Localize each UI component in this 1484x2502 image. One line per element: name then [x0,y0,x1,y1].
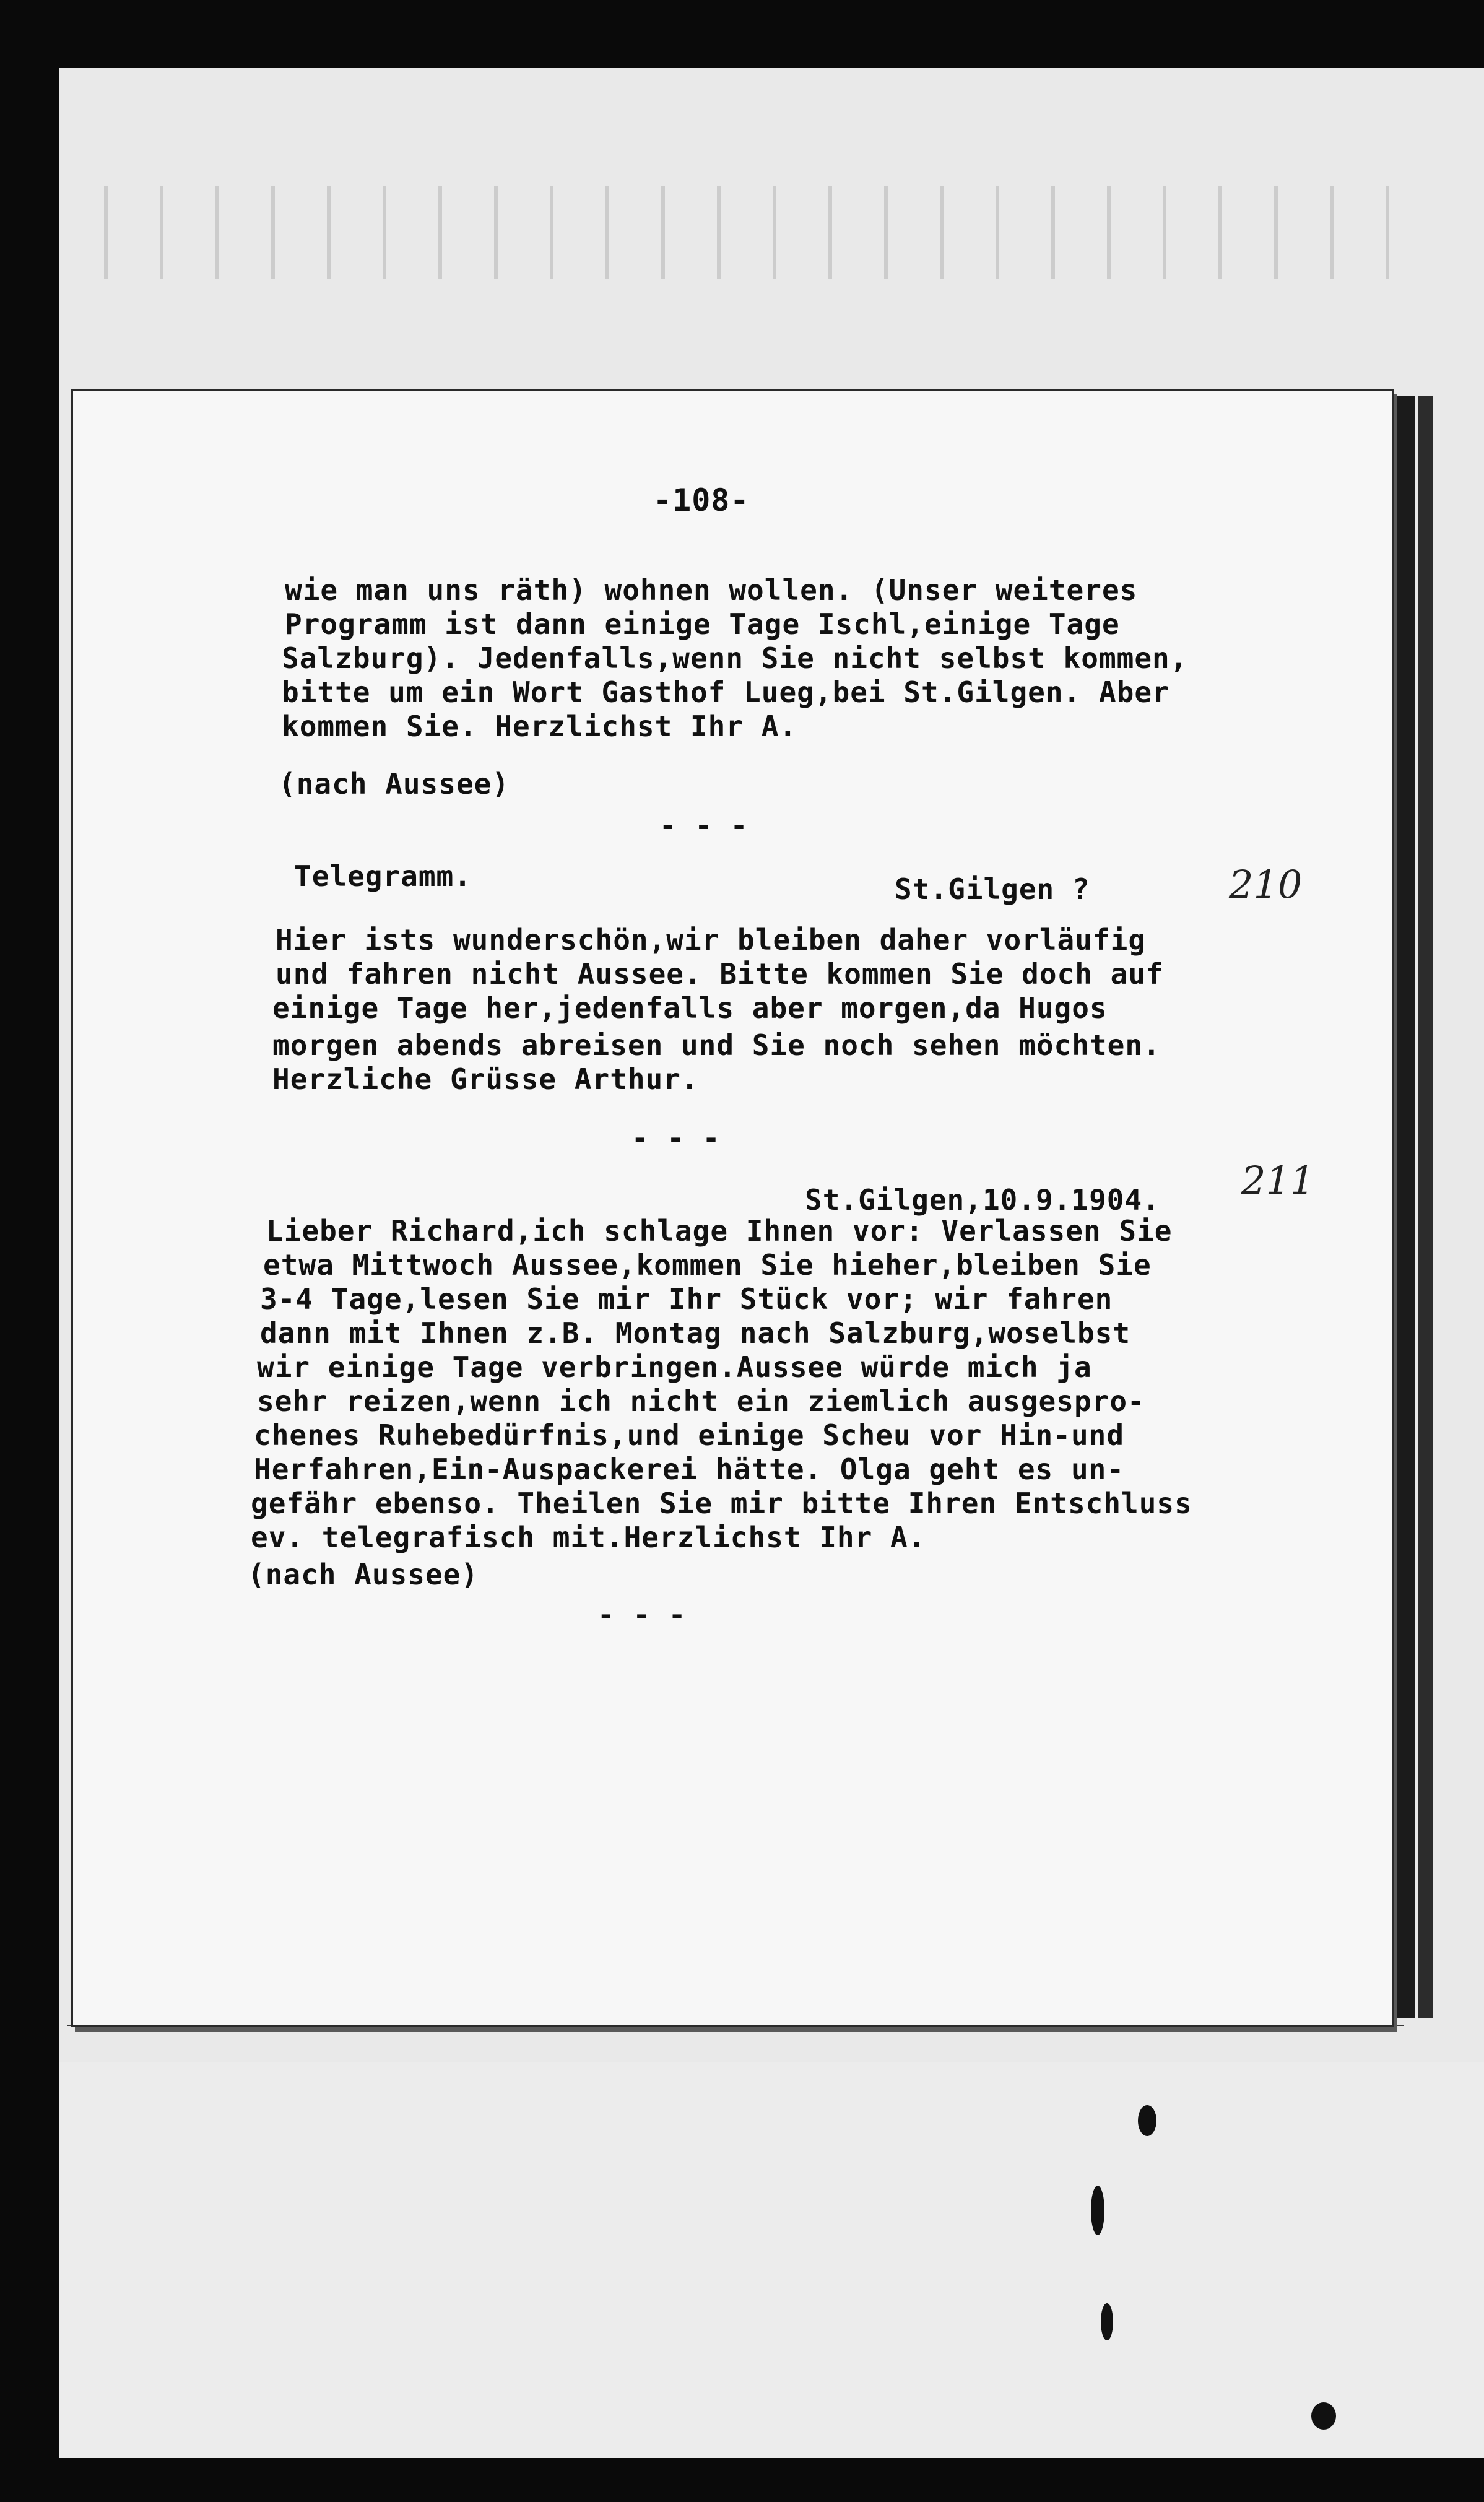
page-stack-edge [1390,396,1415,2018]
letter-text-line: chenes Ruhebedürfnis,und einige Scheu vor Hin-und [254,1418,1125,1452]
page-stack-edge [1418,396,1433,2018]
bleed-through-text [80,186,1418,279]
letter-text-line: Salzburg). Jedenfalls,wenn Sie nicht selbst kommen, [282,641,1188,675]
letter-text-line: ev. telegrafisch mit.Herzlichst Ihr A. [251,1521,926,1554]
letter-text-line: wir einige Tage verbringen.Aussee würde mich ja [257,1350,1092,1384]
ink-blot [1138,2105,1156,2136]
letter-text-line: kommen Sie. Herzlichst Ihr A. [282,710,797,743]
place-date: St.Gilgen ? [895,872,1090,906]
destination-note: (nach Aussee) [279,767,510,801]
letter-text-line: gefähr ebenso. Theilen Sie mir bitte Ihren Entschluss [251,1487,1192,1520]
letter-text-line: und fahren nicht Aussee. Bitte kommen Sie doch auf [276,957,1164,991]
letter-text-line: Herzliche Grüsse Arthur. [272,1062,699,1096]
page-number: -108- [653,482,750,518]
telegram-heading: Telegramm. [294,859,472,893]
letter-text-line: Herfahren,Ein-Auspackerei hätte. Olga geht es un- [254,1453,1125,1486]
place-date: St.Gilgen,10.9.1904. [805,1183,1160,1217]
letter-text-line: 3-4 Tage,lesen Sie mir Ihr Stück vor; wir fahren [260,1282,1113,1316]
letter-text-line: Hier ists wunderschön,wir bleiben daher vorläufig [276,923,1147,957]
separator: - - - [659,809,749,842]
ink-blot [1091,2186,1104,2235]
letter-text-line: morgen abends abreisen und Sie noch sehen möchten. [272,1028,1161,1062]
letter-text-line: bitte um ein Wort Gasthof Lueg,bei St.Gilgen. Aber [282,675,1170,709]
letter-text-line: sehr reizen,wenn ich nicht ein ziemlich ausgespro- [257,1384,1145,1418]
destination-note: (nach Aussee) [248,1558,479,1591]
ink-blot [1311,2402,1336,2430]
letter-number: 211 [1241,1158,1315,1203]
letter-text-line: einige Tage her,jedenfalls aber morgen,da Hugos [272,991,1108,1025]
letter-text-line: Programm ist dann einige Tage Ischl,einige Tage [285,607,1120,641]
underlying-sheet-bottom [59,2062,1484,2458]
letter-number: 210 [1229,862,1303,907]
separator: - - - [597,1598,687,1631]
letter-text-line: Lieber Richard,ich schlage Ihnen vor: Verlassen Sie [266,1214,1173,1248]
ink-blot [1101,2303,1113,2340]
separator: - - - [631,1121,721,1155]
letter-text-line: dann mit Ihnen z.B. Montag nach Salzburg,woselbst [260,1316,1131,1350]
letter-text-line: wie man uns räth) wohnen wollen. (Unser weiteres [285,573,1138,607]
letter-text-line: etwa Mittwoch Aussee,kommen Sie hieher,bleiben Sie [263,1248,1152,1282]
